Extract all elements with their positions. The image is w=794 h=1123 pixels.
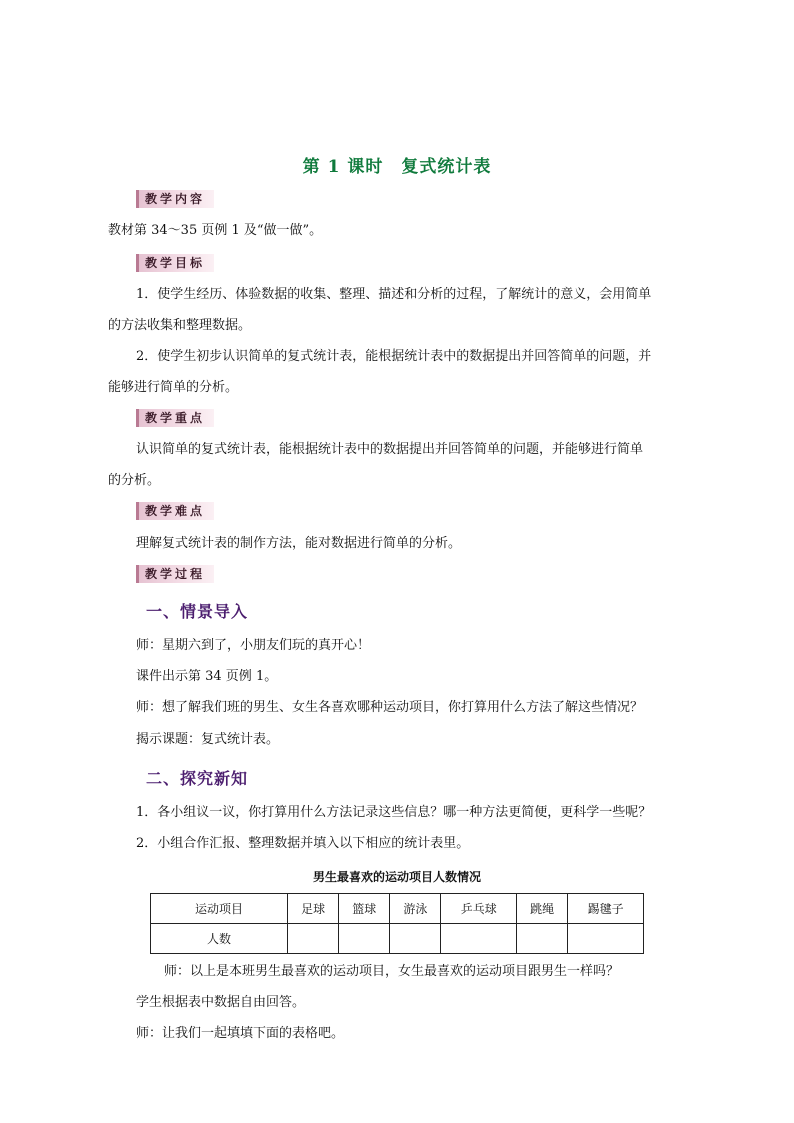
table-caption: 男生最喜欢的运动项目人数情况	[312, 870, 481, 884]
goal-2-line-2: 能够进行简单的分析。	[108, 380, 239, 395]
content-text: 教材第 34～35 页例 1 及“做一做”。	[108, 223, 323, 238]
difficulty-text: 理解复式统计表的制作方法，能对数据进行简单的分析。	[136, 536, 462, 551]
part-1-line-4: 揭示课题：复式统计表。	[136, 732, 280, 747]
section-tag-difficulty: 教学难点	[136, 502, 214, 520]
section-tag-goals: 教学目标	[136, 254, 214, 272]
empty-count-cell	[441, 924, 517, 954]
header-item-cell: 篮球	[339, 894, 390, 924]
table-header-row	[151, 894, 644, 924]
goal-2-line-1: 2．使学生初步认识简单的复式统计表，能根据统计表中的数据提出并回答简单的问题，并	[136, 349, 652, 364]
row-label-cell: 人数	[151, 924, 288, 954]
header-label-cell: 运动项目	[151, 894, 288, 924]
after-table-line-3: 师：让我们一起填填下面的表格吧。	[136, 1026, 345, 1041]
page-title: 第 1 课时 复式统计表	[302, 157, 492, 177]
empty-count-cell	[568, 924, 644, 954]
empty-count-cell	[339, 924, 390, 954]
after-table-line-1: 师：以上是本班男生最喜欢的运动项目，女生最喜欢的运动项目跟男生一样吗？	[164, 964, 620, 979]
part-1-heading: 一、情景导入	[146, 602, 249, 621]
header-item-cell: 足球	[288, 894, 339, 924]
part-2-line-2: 2．小组合作汇报、整理数据并填入以下相应的统计表里。	[136, 836, 470, 851]
after-table-line-2: 学生根据表中数据自由回答。	[136, 995, 306, 1010]
empty-count-cell	[288, 924, 339, 954]
section-tag-key-points: 教学重点	[136, 409, 214, 427]
header-item-cell: 乒乓球	[441, 894, 517, 924]
part-1-line-2: 课件出示第 34 页例 1。	[136, 669, 278, 684]
table-count-row	[151, 924, 644, 954]
goal-1-line-1: 1．使学生经历、体验数据的收集、整理、描述和分析的过程，了解统计的意义，会用简单	[136, 287, 652, 302]
part-1-line-1: 师：星期六到了，小朋友们玩的真开心！	[136, 638, 371, 653]
part-1-line-3: 师：想了解我们班的男生、女生各喜欢哪种运动项目，你打算用什么方法了解这些情况？	[136, 700, 644, 715]
empty-count-cell	[390, 924, 441, 954]
boys-sports-table	[150, 893, 644, 954]
goal-1-line-2: 的方法收集和整理数据。	[108, 318, 252, 333]
empty-count-cell	[517, 924, 568, 954]
section-tag-process: 教学过程	[136, 565, 214, 583]
header-item-cell: 踢毽子	[568, 894, 644, 924]
header-item-cell: 游泳	[390, 894, 441, 924]
part-2-heading: 二、探究新知	[146, 769, 249, 788]
key-point-line-2: 的分析。	[108, 473, 161, 488]
section-tag-content: 教学内容	[136, 190, 214, 208]
part-2-line-1: 1．各小组议一议，你打算用什么方法记录这些信息？哪一种方法更简便，更科学一些呢？	[136, 805, 652, 820]
header-item-cell: 跳绳	[517, 894, 568, 924]
key-point-line-1: 认识简单的复式统计表，能根据统计表中的数据提出并回答简单的问题，并能够进行简单	[136, 442, 644, 457]
